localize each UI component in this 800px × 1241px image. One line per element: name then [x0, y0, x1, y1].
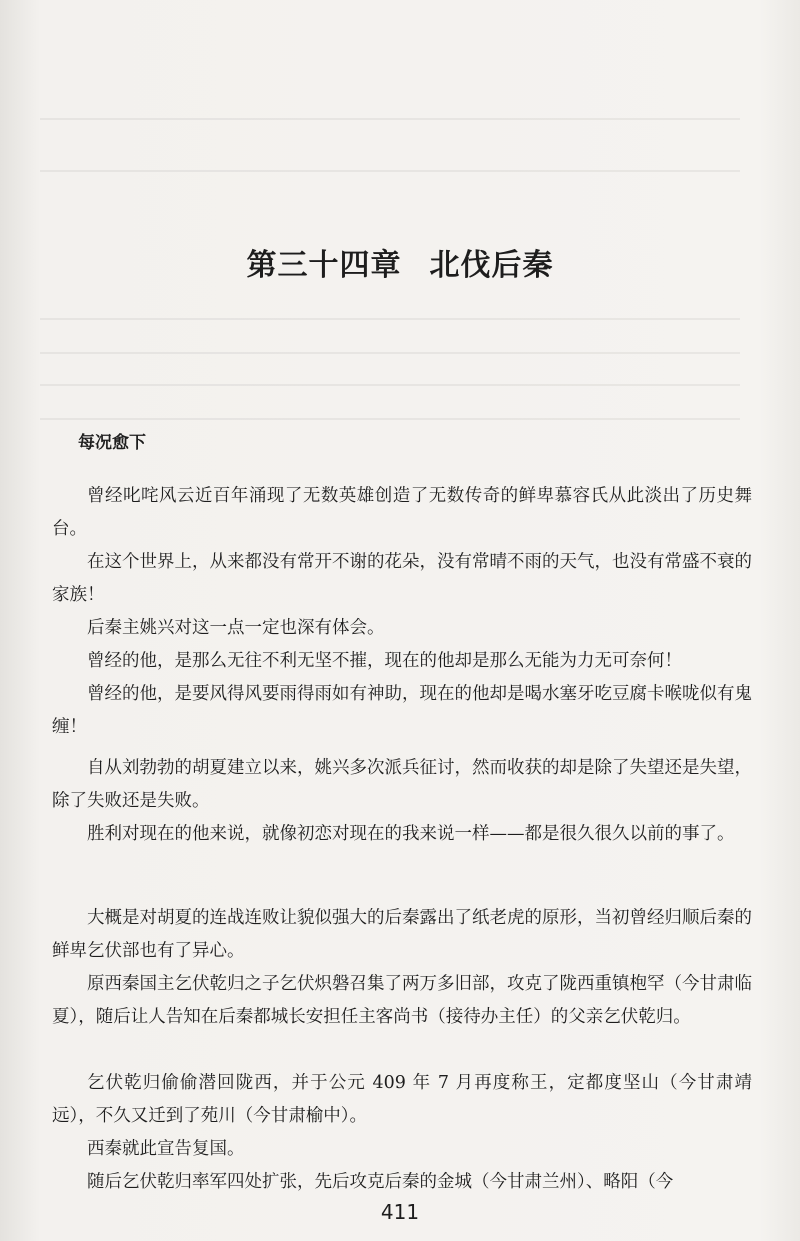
paragraph: 西秦就此宣告复国。: [87, 1139, 245, 1159]
paragraph: 胜利对现在的他来说，就像初恋对现在的我来说一样——都是很久很久以前的事了。: [87, 824, 735, 844]
bleed-through-line: [40, 118, 740, 120]
chapter-number: 第三十四章: [246, 248, 402, 283]
bleed-through-line: [40, 318, 740, 320]
paragraph: 曾经的他，是要风得风要雨得雨如有神助，现在的他却是喝水塞牙吃豆腐卡喉咙似有鬼缠！: [52, 684, 752, 737]
bleed-through-line: [40, 170, 740, 172]
paragraph: 曾经叱咤风云近百年涌现了无数英雄创造了无数传奇的鲜卑慕容氏从此淡出了历史舞台。: [52, 486, 752, 539]
bleed-through-line: [40, 418, 740, 420]
paragraph: 原西秦国主乞伏乾归之子乞伏炽磐召集了两万多旧部，攻克了陇西重镇枹罕（今甘肃临夏），随后让人告知在后秦都城长安担任主客尚书（接待办主任）的父亲乞伏乾归。: [52, 974, 752, 1027]
paragraph: 曾经的他，是那么无往不利无坚不摧，现在的他却是那么无能为力无可奈何！: [87, 651, 682, 671]
chapter-title: [0, 240, 800, 284]
paragraph: 乞伏乾归偷偷潜回陇西，并于公元 409 年 7 月再度称王，定都度坚山（今甘肃靖远），不久又迁到了苑川（今甘肃榆中）。: [52, 1073, 752, 1126]
paragraph: 随后乞伏乾归率军四处扩张，先后攻克后秦的金城（今甘肃兰州）、略阳（今: [87, 1172, 674, 1192]
bleed-through-line: [40, 352, 740, 354]
chapter-name: 北伐后秦: [429, 248, 554, 283]
paragraph: 在这个世界上，从来都没有常开不谢的花朵，没有常晴不雨的天气，也没有常盛不衰的家族！: [52, 552, 752, 605]
bleed-through-line: [40, 384, 740, 386]
page-number: 411: [380, 1200, 420, 1224]
paragraph: 后秦主姚兴对这一点一定也深有体会。: [87, 618, 385, 638]
paragraph: 自从刘勃勃的胡夏建立以来，姚兴多次派兵征讨，然而收获的却是除了失望还是失望，除了失败还是失败。: [52, 758, 752, 811]
section-heading: 每况愈下: [78, 433, 146, 453]
paragraph: 大概是对胡夏的连战连败让貌似强大的后秦露出了纸老虎的原形，当初曾经归顺后秦的鲜卑乞伏部也有了异心。: [52, 908, 752, 961]
